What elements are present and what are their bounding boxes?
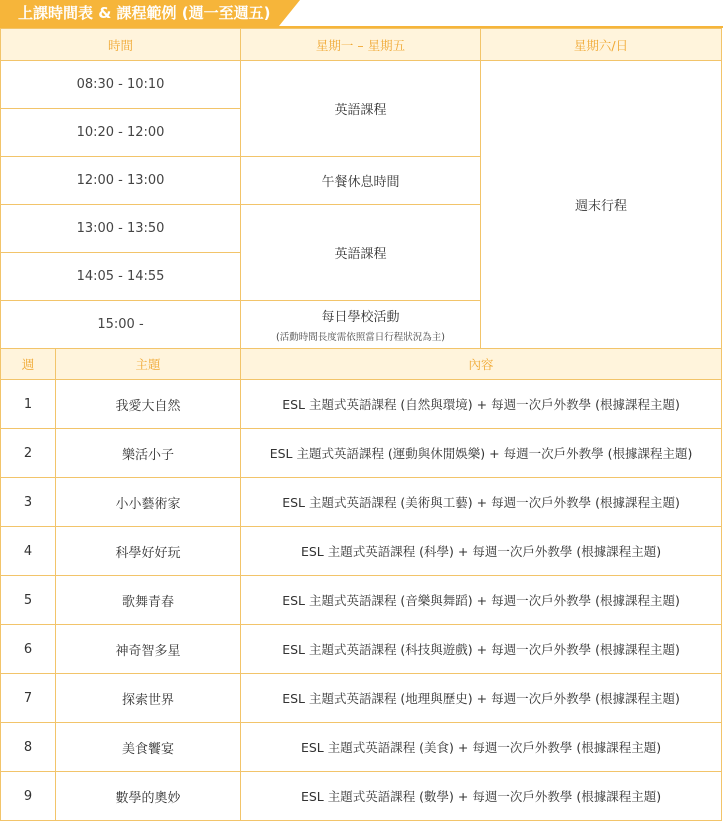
table-row bbox=[1, 723, 722, 772]
weekend-block: 週末行程 bbox=[481, 61, 722, 349]
week-number: 2 bbox=[1, 429, 56, 478]
time-slot: 10:20 - 12:00 bbox=[1, 109, 241, 157]
time-slot: 14:05 - 14:55 bbox=[1, 253, 241, 301]
week-number: 6 bbox=[1, 625, 56, 674]
week-number: 7 bbox=[1, 674, 56, 723]
header-weekend: 星期六/日 bbox=[481, 29, 722, 61]
table-row bbox=[1, 429, 722, 478]
week-content: ESL 主題式英語課程 (運動與休閒娛樂) + 每週一次戶外教學 (根據課程主題) bbox=[241, 429, 722, 478]
schedule-header-row bbox=[1, 29, 722, 61]
schedule-row bbox=[1, 61, 722, 109]
table-row bbox=[1, 478, 722, 527]
header-week: 週 bbox=[1, 349, 56, 380]
table-row bbox=[1, 674, 722, 723]
week-number: 4 bbox=[1, 527, 56, 576]
table-row bbox=[1, 527, 722, 576]
activity-note: (活動時間長度需依照當日行程狀況為主) bbox=[276, 332, 445, 343]
week-theme: 樂活小子 bbox=[56, 429, 241, 478]
week-theme: 探索世界 bbox=[56, 674, 241, 723]
page-title: 上課時間表 & 課程範例 (週一至週五) bbox=[18, 4, 271, 22]
time-slot: 15:00 - bbox=[1, 301, 241, 349]
time-slot: 12:00 - 13:00 bbox=[1, 157, 241, 205]
header-time: 時間 bbox=[1, 29, 241, 61]
week-content: ESL 主題式英語課程 (地理與歷史) + 每週一次戶外教學 (根據課程主題) bbox=[241, 674, 722, 723]
week-number: 5 bbox=[1, 576, 56, 625]
week-number: 8 bbox=[1, 723, 56, 772]
week-theme: 神奇智多星 bbox=[56, 625, 241, 674]
weekday-activity-block bbox=[241, 301, 481, 349]
week-theme: 科學好好玩 bbox=[56, 527, 241, 576]
schedule-table bbox=[0, 28, 722, 821]
header-content: 內容 bbox=[241, 349, 722, 380]
week-theme: 數學的奧妙 bbox=[56, 772, 241, 821]
weekday-lunch-block: 午餐休息時間 bbox=[241, 157, 481, 205]
week-number: 1 bbox=[1, 380, 56, 429]
activity-title: 每日學校活動 bbox=[321, 310, 400, 325]
weekday-morning-block: 英語課程 bbox=[241, 61, 481, 157]
weekly-header-row bbox=[1, 349, 722, 380]
weekday-afternoon-block: 英語課程 bbox=[241, 205, 481, 301]
table-row bbox=[1, 625, 722, 674]
week-content: ESL 主題式英語課程 (科技與遊戲) + 每週一次戶外教學 (根據課程主題) bbox=[241, 625, 722, 674]
week-content: ESL 主題式英語課程 (科學) + 每週一次戶外教學 (根據課程主題) bbox=[241, 527, 722, 576]
table-row bbox=[1, 576, 722, 625]
week-number: 9 bbox=[1, 772, 56, 821]
time-slot: 08:30 - 10:10 bbox=[1, 61, 241, 109]
header-theme: 主題 bbox=[56, 349, 241, 380]
week-theme: 歌舞青春 bbox=[56, 576, 241, 625]
week-content: ESL 主題式英語課程 (數學) + 每週一次戶外教學 (根據課程主題) bbox=[241, 772, 722, 821]
week-theme: 我愛大自然 bbox=[56, 380, 241, 429]
header-weekday: 星期一 – 星期五 bbox=[241, 29, 481, 61]
week-content: ESL 主題式英語課程 (自然與環境) + 每週一次戶外教學 (根據課程主題) bbox=[241, 380, 722, 429]
table-row bbox=[1, 380, 722, 429]
table-row bbox=[1, 772, 722, 821]
week-content: ESL 主題式英語課程 (美術與工藝) + 每週一次戶外教學 (根據課程主題) bbox=[241, 478, 722, 527]
week-theme: 美食饗宴 bbox=[56, 723, 241, 772]
week-content: ESL 主題式英語課程 (音樂與舞蹈) + 每週一次戶外教學 (根據課程主題) bbox=[241, 576, 722, 625]
week-content: ESL 主題式英語課程 (美食) + 每週一次戶外教學 (根據課程主題) bbox=[241, 723, 722, 772]
week-number: 3 bbox=[1, 478, 56, 527]
time-slot: 13:00 - 13:50 bbox=[1, 205, 241, 253]
week-theme: 小小藝術家 bbox=[56, 478, 241, 527]
